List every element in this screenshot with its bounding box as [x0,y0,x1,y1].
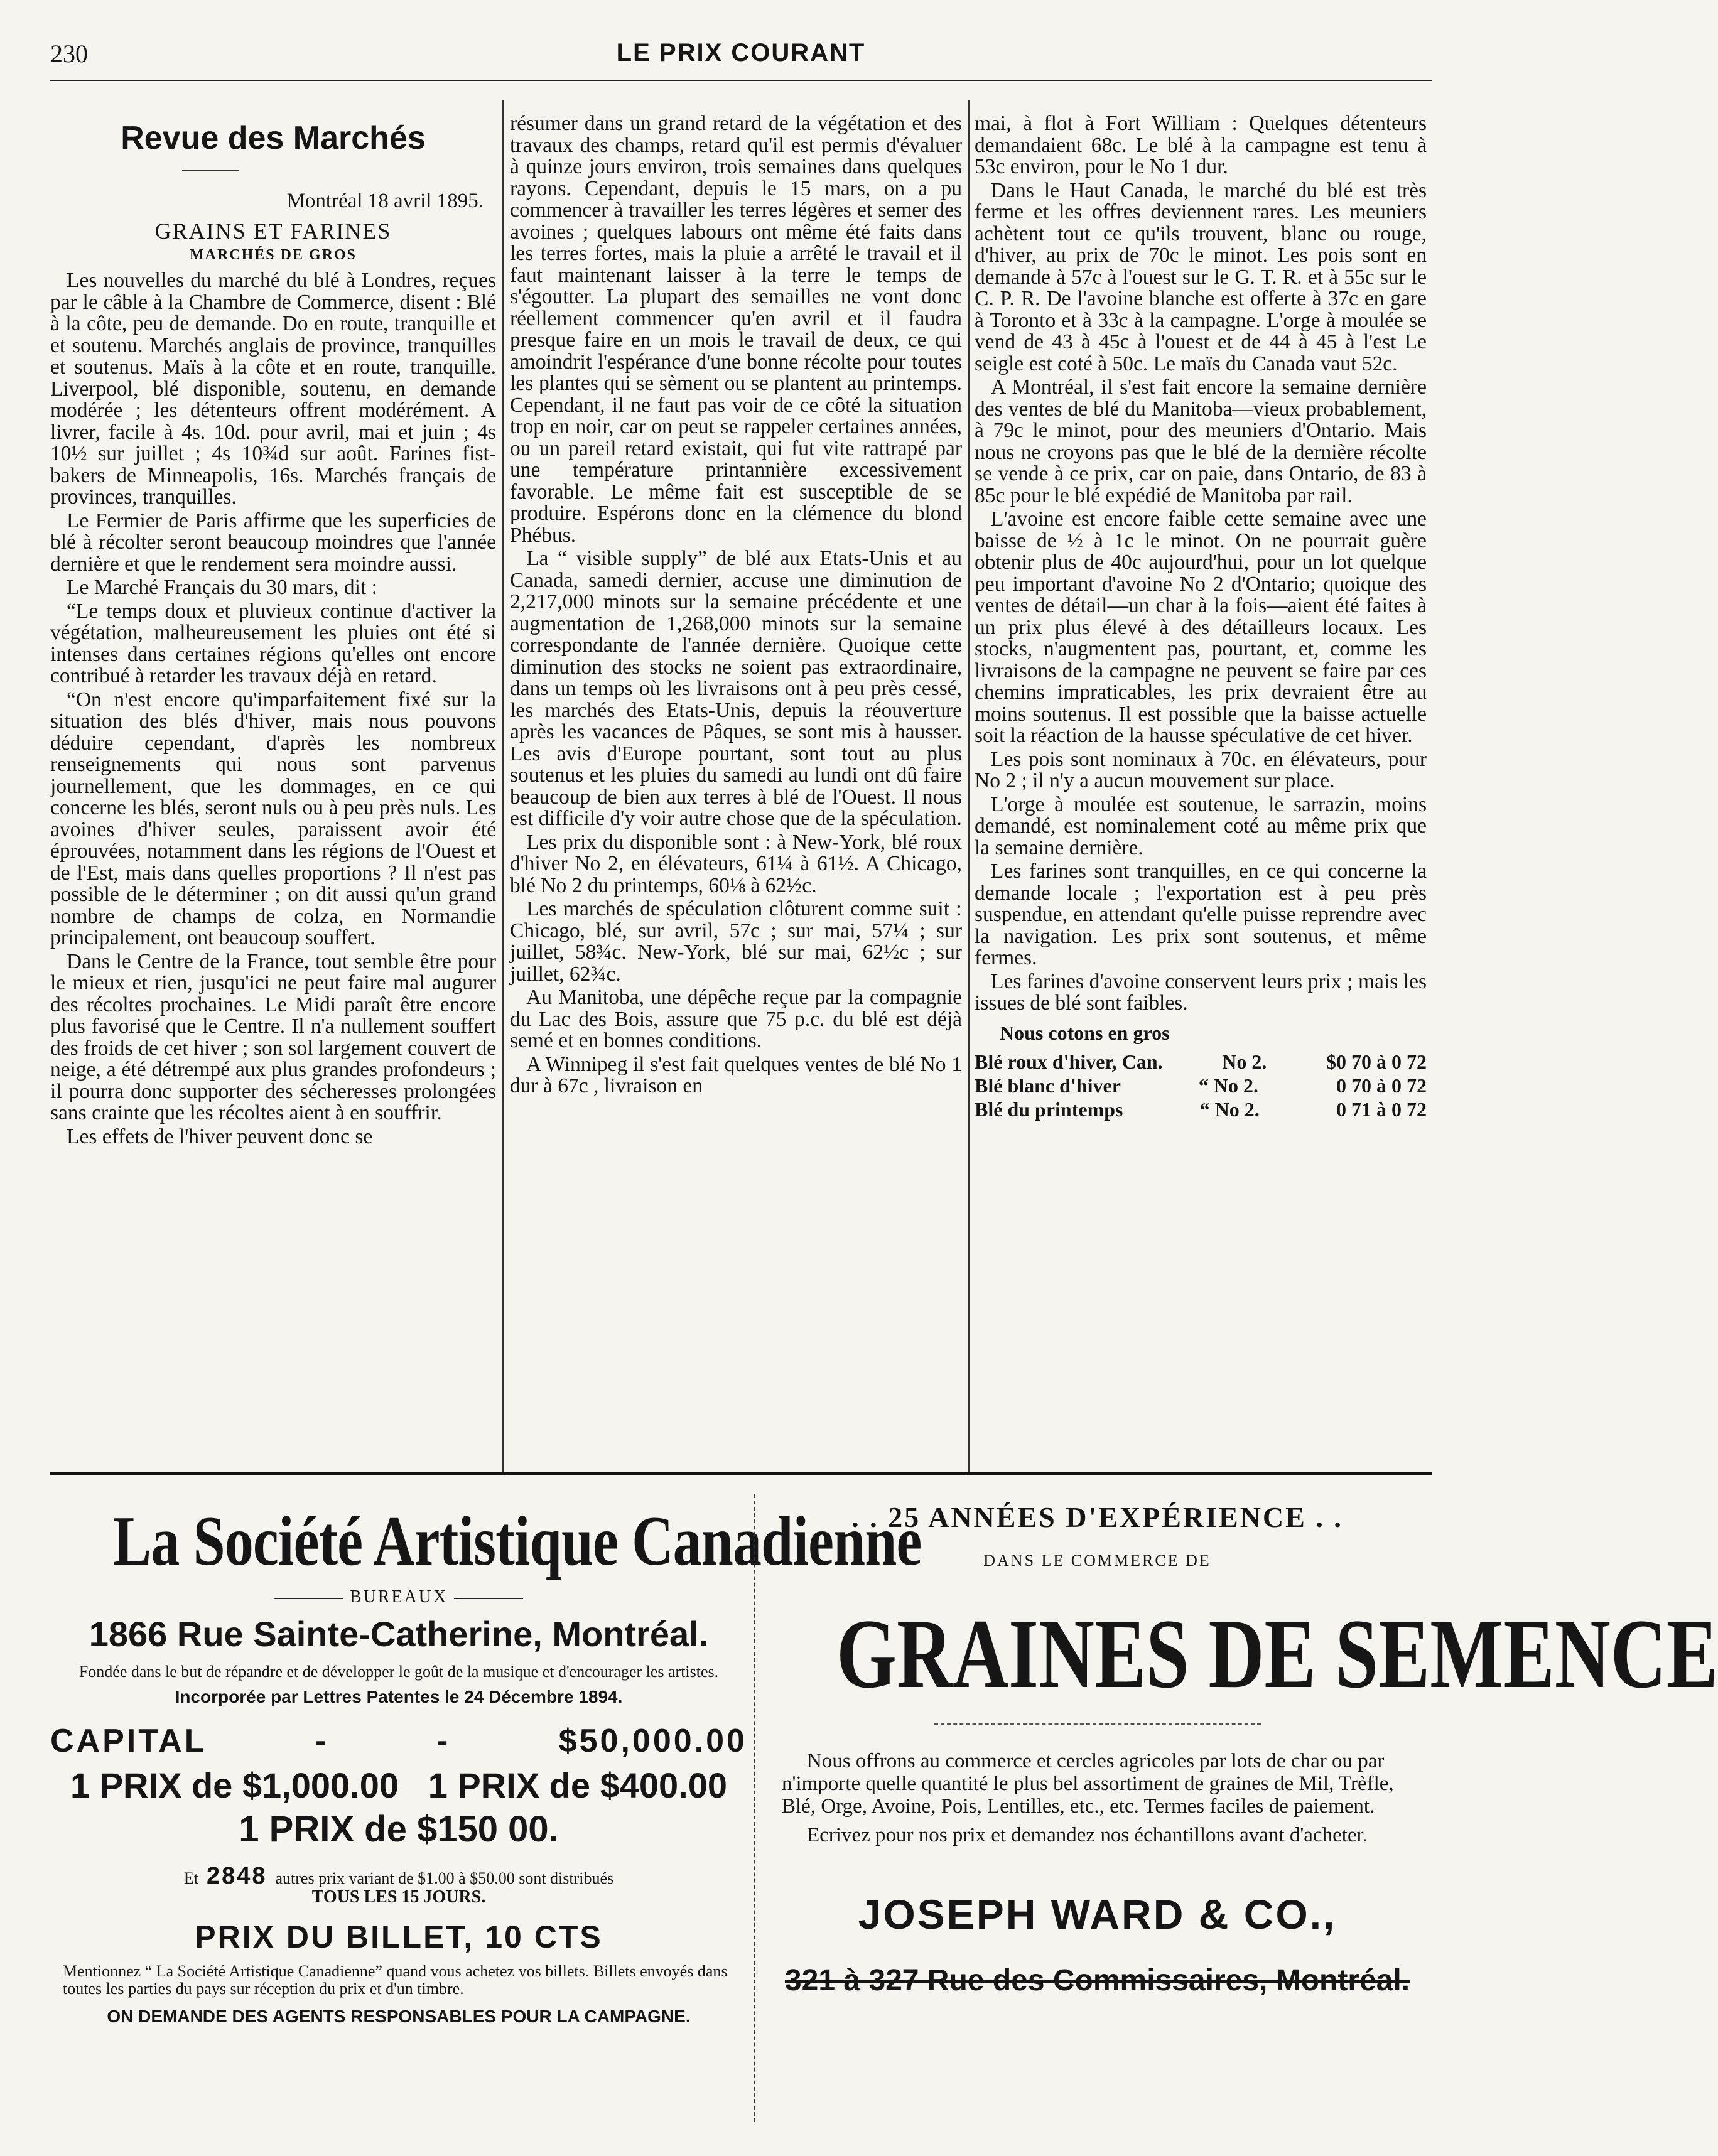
prize-third: 1 PRIX de $150 00. [239,1809,559,1850]
company-name: JOSEPH WARD & CO., [858,1891,1337,1938]
quote-item: Blé du printemps [975,1097,1123,1121]
quote-item: Blé blanc d'hiver [975,1074,1121,1097]
paragraph: mai, à flot à Fort William : Quelques détenteurs demandaient 68c. Le blé à la campagne est tenu à 53c environ, pour le No 1 dur. [975,112,1427,178]
quote-item: Blé roux d'hiver, Can. [975,1050,1163,1073]
capital-dash: - [315,1723,329,1759]
other-prizes [50,1863,747,1890]
quote-row [975,1097,1427,1121]
dash-decoration [454,1598,523,1599]
prize-line [50,1764,747,1808]
prize-first: 1 PRIX de $1,000.00 [70,1765,399,1805]
capital-dash: - [436,1723,451,1759]
society-purpose: Fondée dans le but de répandre et de développer le goût de la musique et d'encourager les artistes. [78,1663,719,1681]
paragraph: Dans le Haut Canada, le marché du blé est très ferme et les offres deviennent rares. Les meuniers achètent tout ce qu'ils trouvent, blanc ou rouge, d'hiver, au prix de 70c le minot. Les pois sont en demande à 57c à l'ouest sur le G. T. R. et à 55c sur le C. P. R. De l'avoine blanche est offerte à 37c en gare à Toronto et à 33c à la campagne. L'orge à moulée se vend de 43 à 45c à l'ouest et de 44 à 45 à l'est Le seigle est coté à 50c. Le maïs du Canada vaut 52c. [975,178,1427,375]
paragraph: L'orge à moulée est soutenue, le sarrazin, moins demandé, est nominalement coté au même prix que la semaine dernière. [975,792,1427,860]
experience-heading: . . 25 ANNÉES D'EXPÉRIENCE . . [851,1501,1343,1533]
quote-price: 0 71 à 0 72 [1336,1097,1427,1121]
price-quotes [975,1021,1427,1121]
prize-count: 2848 [206,1863,267,1889]
paragraph: “Le temps doux et pluvieux continue d'activer la végétation, malheureusement les pluies ont été si intenses dans certaines régions qu'elles ont encore contribué à retarder les travaux déjà en retard. [50,599,496,687]
subsection-heading: MARCHÉS DE GROS [189,247,357,263]
bureaux-label [50,1587,747,1607]
paragraph: Les nouvelles du marché du blé à Londres, reçues par le câble à la Chambre de Commerce, disent : Blé à la côte, peu de demande. Do en route, tranquille et et soutenu. Marchés anglais de province, tranquilles et soutenus. Maïs à la côte et en route, tranquille. Liverpool, blé disponible, soutenu, en demande modérée ; les détenteurs offrent modérément. A livrer, facile à 4s. 10d. pour avril, mai et juin ; 4s 10½ sur juillet ; 4s 10¾d sur août. Farines fist-bakers de Minneapolis, 16s. Marchés français de provinces, tranquilles. [50,269,496,509]
offer-text: Nous offrons au commerce et cercles agricoles par lots de char ou par n'importe quelle quantité le plus bel assortiment de graines de Mil, Trèfle, Blé, Orge, Avoine, Pois, Lentilles, etc., etc. Termes faciles de paiement. [782,1750,1394,1818]
dateline: Montréal 18 avril 1895. [286,190,484,212]
prize-second: 1 PRIX de $400.00 [428,1765,727,1805]
paragraph: A Montréal, il s'est fait encore la semaine dernière des ventes de blé du Manitoba—vieux probablement, à 79c le minot, pour des meuniers d'Ontario. Mais nous ne croyons pas que le blé de la dernière récolte se vende à ce prix, car on paie, dans Ontario, de 83 à 85c pour le blé expédié de Manitoba par rail. [975,375,1427,507]
ad-divider [754,1494,755,2122]
dash-decoration [274,1598,343,1599]
draw-frequency: TOUS LES 15 JOURS. [311,1887,486,1907]
paragraph: Les farines sont tranquilles, en ce qui concerne la demande locale ; l'exportation est à peu près suspendue, en attendant qu'elle puisse reprendre avec la navigation. Les prix sont soutenus, et même fermes. [975,860,1427,969]
quote-row [975,1050,1427,1074]
page-number: 230 [50,40,88,68]
paragraph: Les pois sont nominaux à 70c. en élévateurs, pour No 2 ; il n'y a aucun mouvement sur place. [975,747,1427,792]
bureaux-text: BUREAUX [349,1587,448,1607]
column-divider [968,100,970,1475]
paragraph: Dans le Centre de la France, tout semble être pour le mieux et rien, jusqu'ici ne peut faire mal augurer des récoltes prochaines. Le Midi paraît être encore plus favorisé que le Centre. Il n'a nullement souffert des froids de cet hiver ; son sol largement couvert de neige, a été détrempé aux plus grandes profondeurs ; il pourra donc supporter des sécheresses prolongées sans crainte que les récoltes aient à en souffrir. [50,949,496,1124]
quote-grade: No 2. [1222,1050,1267,1073]
society-address: 1866 Rue Sainte-Catherine, Montréal. [89,1614,709,1654]
paragraph: “On n'est encore qu'imparfaitement fixé sur la situation des blés d'hiver, mais nous pouvons déduire cependant, d'après les nombreux renseignements qui nous sont parvenus journellement, que les dommages, en ce qui concerne les blés, seront nuls ou à peu près nuls. Les avoines d'hiver seules, paraissent avoir été éprouvées, notamment dans les régions de l'Ouest et de l'Est, mais dans quelles proportions ? Il n'est pas possible de le déterminer ; on dit aussi qu'un grand nombre de champs de colza, en Normandie principalement, ont beaucoup souffert. [50,687,496,949]
ticket-price: PRIX DU BILLET, 10 CTS [195,1919,603,1954]
column-divider [502,100,504,1475]
ad-societe-artistique [50,1488,922,2141]
article-column-3 [975,113,1427,1463]
paragraph: L'avoine est encore faible cette semaine avec une baisse de ½ à 1c le minot. On ne pourrait guère obtenir plus de 40c aujourd'hui, pour un lot quelque peu important d'avoine No 2 d'Ontario; quoique des ventes de détail—un char à la fois—aient été faites à un prix plus élevé à des détailleurs locaux. Les stocks, n'augmentent pas, pourtant, et, comme les livraisons de la campagne ne peuvent se faire par ces chemins impraticables, les prix devraient être au moins soutenus. Il est possible que la baisse actuelle soit la réaction de la hausse spéculative de cet hiver. [975,507,1427,747]
agents-wanted: ON DEMANDE DES AGENTS RESPONSABLES POUR LA CAMPAGNE. [107,2007,691,2026]
section-heading: GRAINS ET FARINES [154,218,392,244]
capital-value: $50,000.00 [558,1723,747,1759]
paragraph: Les prix du disponible sont : à New-York, blé roux d'hiver No 2, en élévateurs, 61¼ à 61½. A Chicago, blé No 2 du printemps, 60⅛ à 62½c. [510,830,962,897]
incorporation-note: Incorporée par Lettres Patentes le 24 Décembre 1894. [175,1687,623,1706]
paragraph: résumer dans un grand retard de la végétation et des travaux des champs, retard qu'il est permis d'évaluer à quinze jours environ, trois semaines dans quelques rayons. Cependant, depuis le 15 mars, on a pu commencer à travailler les terres légères et semer des avoines ; quelques labours ont même été faits dans les terres fortes, mais la pluie a arrêté le travail et il faut maintenant laisser à la terre le temps de s'égoutter. La plupart des semailles ne vont donc réellement commencer qu'en avril et il faudra presque faire en un mois le travail de deux, ce qui amoindrit l'espérance d'une bonne récolte pour toutes les plantes qui se sèment ou se plantent au printemps. Cependant, il ne faut pas voir de ce côté la situation trop en noir, car on peut se rappeler certaines années, ou un pareil retard existait, qui fut vite rattrapé par une température printannière excessivement favorable. Le même fait est susceptible de se produire. Espérons donc en la clémence du blond Phébus. [510,112,962,547]
paragraph: Les effets de l'hiver peuvent donc se [67,1124,373,1148]
paragraph: Au Manitoba, une dépêche reçue par la compagnie du Lac des Bois, assure que 75 p.c. du blé est déjà semé et en bonnes conditions. [510,986,962,1052]
quote-grade: “ No 2. [1199,1097,1260,1121]
paragraph: Les marchés de spéculation clôturent comme suit : Chicago, blé, sur avril, 57c ; sur mai, 57¼ ; sur juillet, 58¾c. New-York, blé sur mai, 62½c ; sur juillet, 62¾c. [510,897,962,986]
quote-grade: “ No 2. [1198,1074,1258,1097]
paragraph: Le Marché Français du 30 mars, dit : [67,576,377,599]
paragraph: La “ visible supply” de blé aux Etats-Unis et au Canada, samedi dernier, accuse une diminution de 2,217,000 minots sur la semaine précédente et une augmentation de 1,268,000 minots sur la semaine correspondante de l'année dernière. Quoique cette diminution des stocks ne soient pas extraordinaire, dans un temps où les livraisons ont à peu près cessé, les marchés des Etats-Unis, depuis la réouverture après les vacances de Pâques, se sont mis à hausser. Les avis d'Europe pourtant, sont tout au plus soutenus et les pluies du samedi au lundi ont dû faire beaucoup de bien aux terres à blé de l'Ouest. Il nous est difficile d'y voir autre chose que de la spéculation. [510,547,962,830]
mention-note: Mentionnez “ La Société Artistique Canadienne” quand vous achetez vos billets. Billets envoyés dans toutes les parties du pays sur réception du prix et d'un timbre. [63,1962,728,1998]
paragraph: Les farines d'avoine conservent leurs prix ; mais les issues de blé sont faibles. [975,969,1427,1015]
company-address: 321 à 327 Rue des Commissaires, Montréal. [784,1964,1410,1997]
dashed-rule [934,1723,1261,1725]
trade-label: DANS LE COMMERCE DE [983,1551,1211,1570]
capital-line [50,1722,747,1760]
quotes-heading: Nous cotons en gros [1000,1021,1170,1044]
capital-label: CAPITAL [50,1723,207,1759]
society-name: La Société Artistique Canadienne [112,1502,922,1580]
ad-joseph-ward [763,1488,1718,2141]
quote-price: $0 70 à 0 72 [1326,1050,1427,1073]
offer-text: Ecrivez pour nos prix et demandez nos échantillons avant d'acheter. [807,1824,1368,1846]
header-rule [50,80,1432,82]
article-column-2 [510,113,962,1463]
product-title: GRAINES DE SEMENCE [836,1599,1718,1709]
quote-row [975,1074,1427,1097]
page-header [50,39,1432,77]
article-title: Revue des Marchés [121,120,426,156]
other-prizes-text: autres prix variant de $1.00 à $50.00 sont distribués [275,1869,614,1887]
et-word: Et [183,1869,198,1887]
advertisement-rule [50,1472,1432,1475]
paragraph: A Winnipeg il s'est fait quelques ventes de blé No 1 dur à 67c , livraison en [510,1052,962,1097]
article-column-1 [50,113,496,1463]
paragraph: Le Fermier de Paris affirme que les superficies de blé à récolter seront beaucoup moindres que l'année dernière et que le rendement sera moindre aussi. [50,509,496,576]
running-title: LE PRIX COURANT [616,39,866,67]
title-rule [182,170,239,171]
quote-price: 0 70 à 0 72 [1336,1074,1427,1097]
